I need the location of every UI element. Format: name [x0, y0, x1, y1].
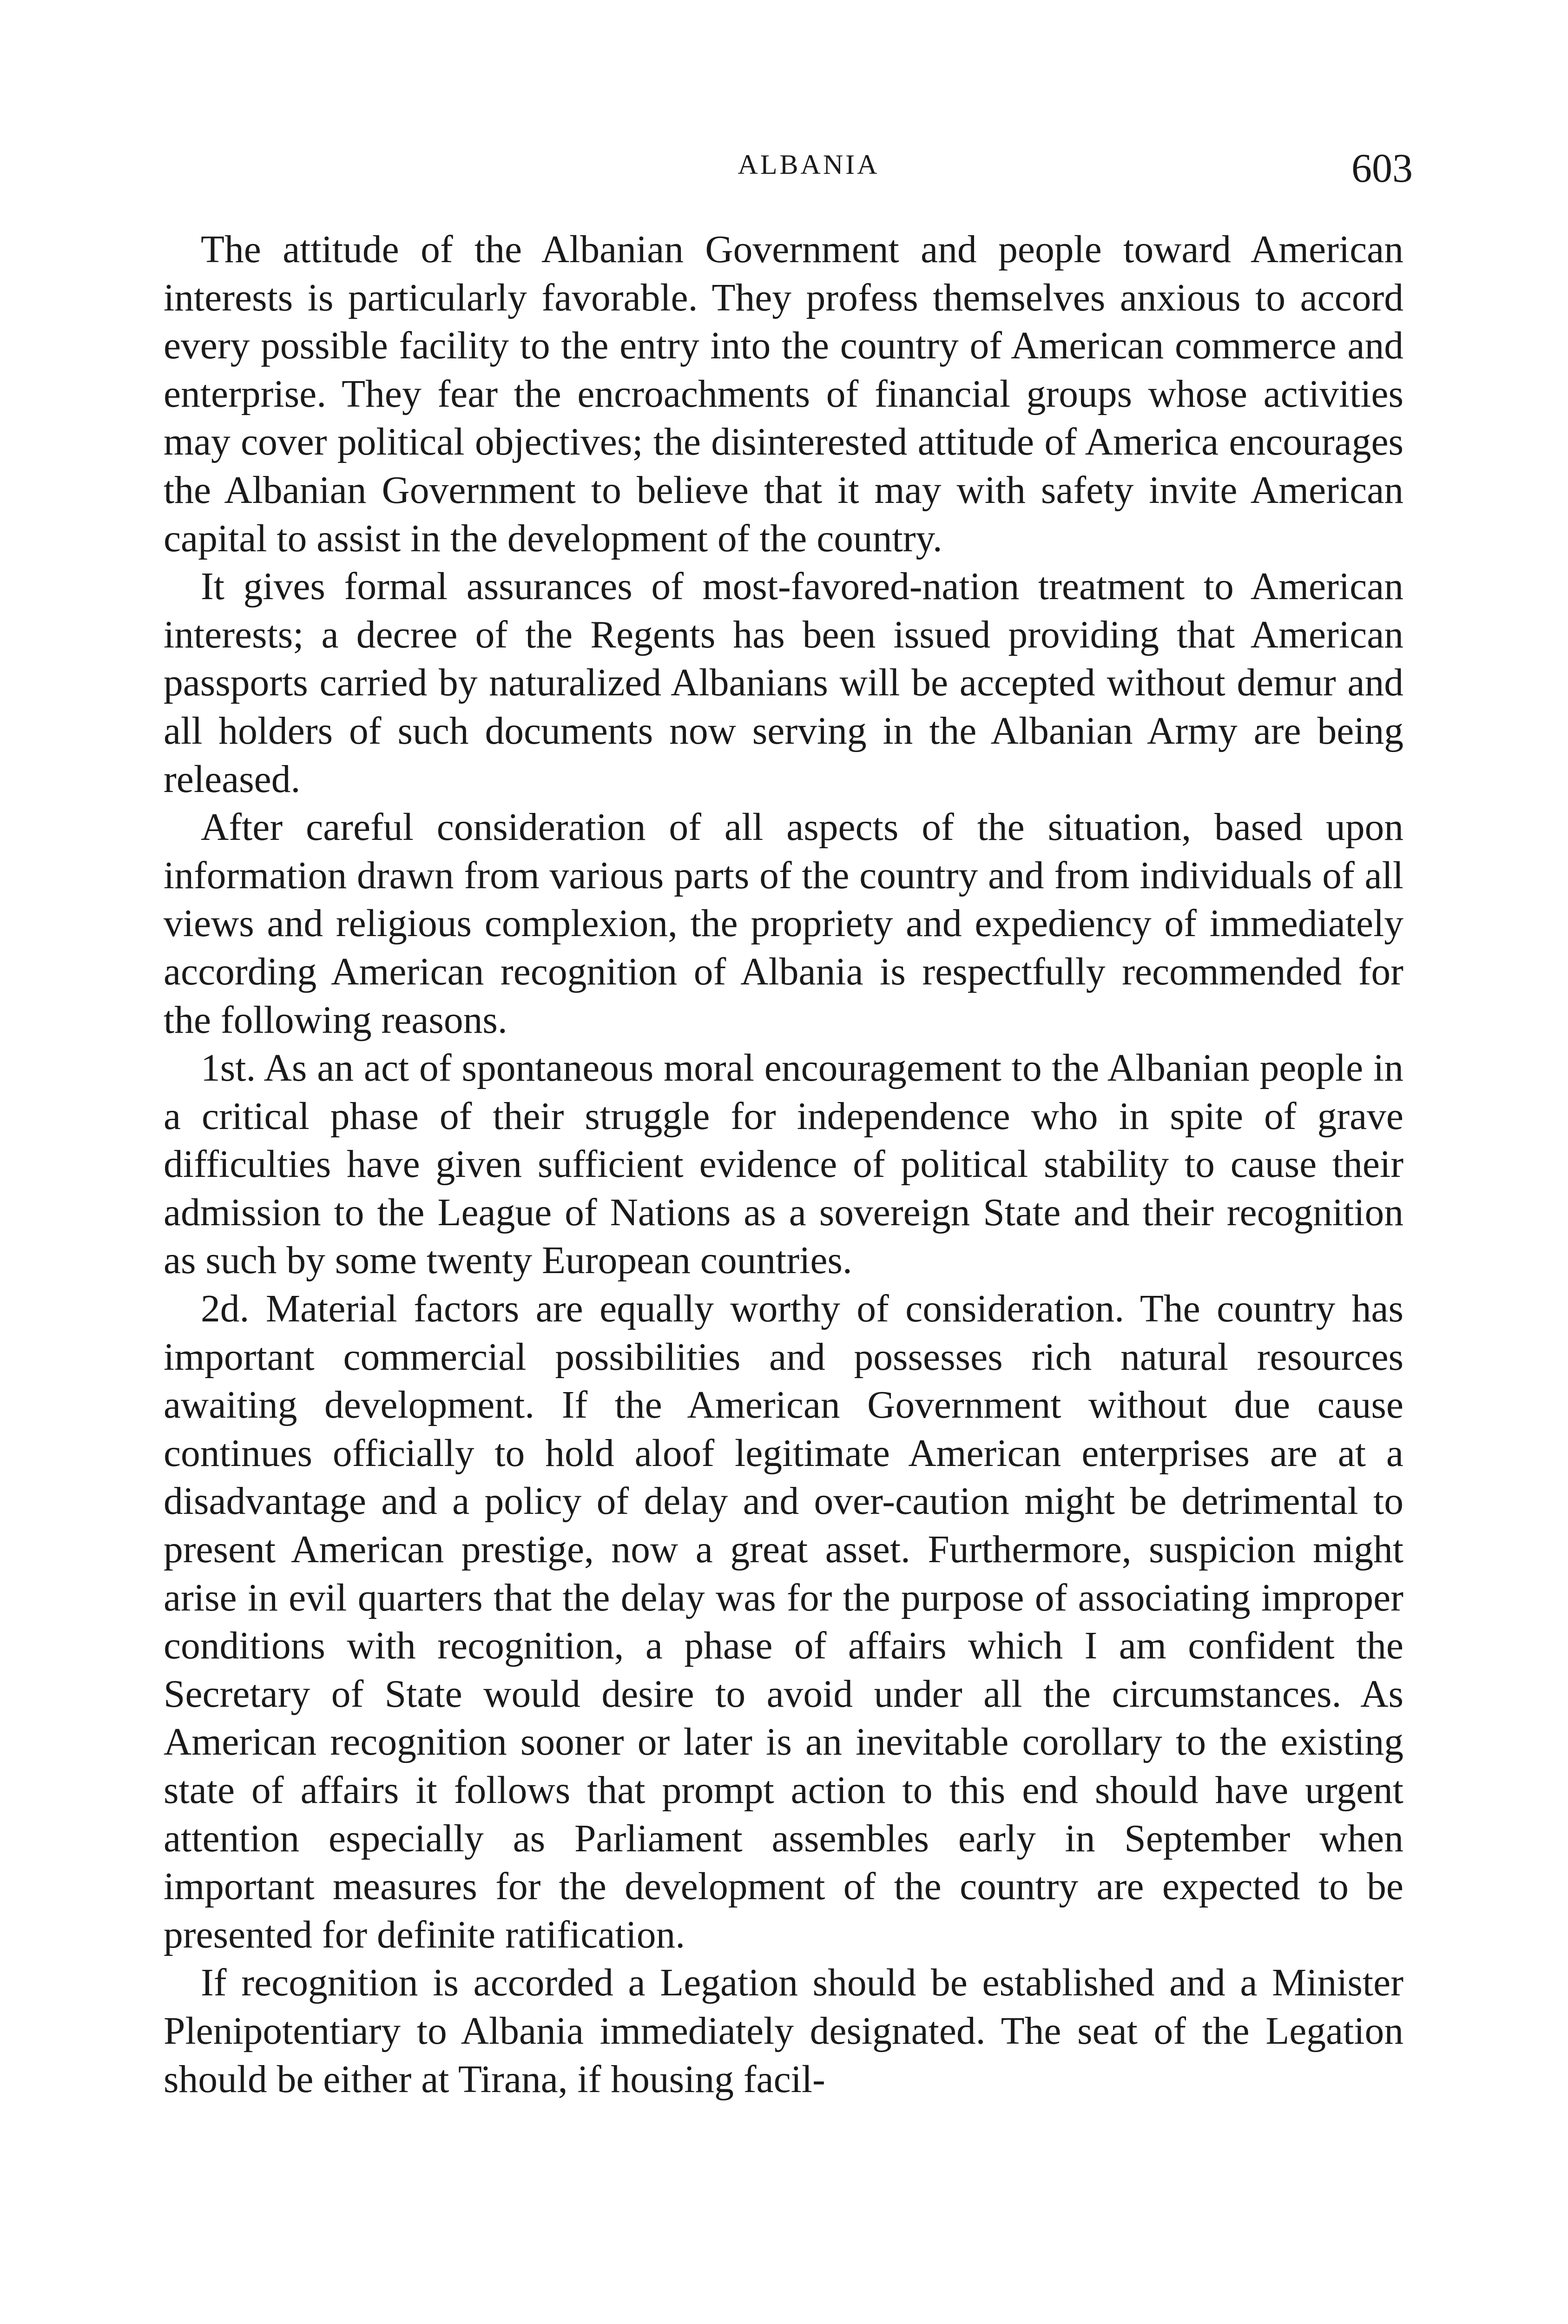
- paragraph-assurances: It gives formal assurances of most-favored-nation treatment to American interests; a decree of the Regents has been issued providing that American passports carried by naturalized Albanians will be accepted without demur and all holders of such documents now serving in the Albanian Army are being released.: [164, 565, 1403, 801]
- paragraph-recommendation: After careful consideration of all aspects of the situation, based upon information drawn from various parts of the country and from individuals of all views and religious complexion, the propriety and expediency of immediately according American recognition of Albania is respectfully recommended for the following reasons.: [164, 806, 1403, 1042]
- paragraph-attitude: The attitude of the Albanian Government and people toward American interests is particularly favorable. They profess themselves anxious to accord every possible facility to the entry into the country of American commerce and enterprise. They fear the encroachments of financial groups whose activities may cover political objectives; the disinterested attitude of America encourages the Albanian Government to believe that it may with safety invite American capital to assist in the development of the country.: [164, 228, 1403, 560]
- page-number: 603: [1351, 146, 1413, 191]
- paragraph-reason-first: 1st. As an act of spontaneous moral encouragement to the Albanian people in a critical phase of their struggle for independence who in spite of grave difficulties have given sufficient evidence of political stability to cause their admission to the League of Nations as a sovereign State and their recognition as such by some twenty European countries.: [164, 1047, 1403, 1282]
- running-head: ALBANIA: [738, 149, 880, 180]
- paragraph-reason-second: 2d. Material factors are equally worthy of consideration. The country has important commercial possibilities and possesses rich natural resources awaiting development. If the American Government without due cause continues officially to hold aloof legitimate American enterprises are at a disadvantage and a policy of delay and over-caution might be detrimental to present American prestige, now a great asset. Furthermore, suspicion might arise in evil quarters that the delay was for the purpose of associating improper conditions with recognition, a phase of affairs which I am confident the Secretary of State would desire to avoid under all the circumstances. As American recognition sooner or later is an inevitable corollary to the existing state of affairs it follows that prompt action to this end should have urgent attention especially as Parliament assembles early in September when important measures for the development of the country are expected to be presented for definite ratification.: [164, 1287, 1403, 1956]
- body-text: [164, 226, 1403, 2104]
- paragraph-legation: If recognition is accorded a Legation should be established and a Minister Plenipotentiary to Albania immediately designated. The seat of the Legation should be either at Tirana, if housing facil-: [164, 1961, 1403, 2101]
